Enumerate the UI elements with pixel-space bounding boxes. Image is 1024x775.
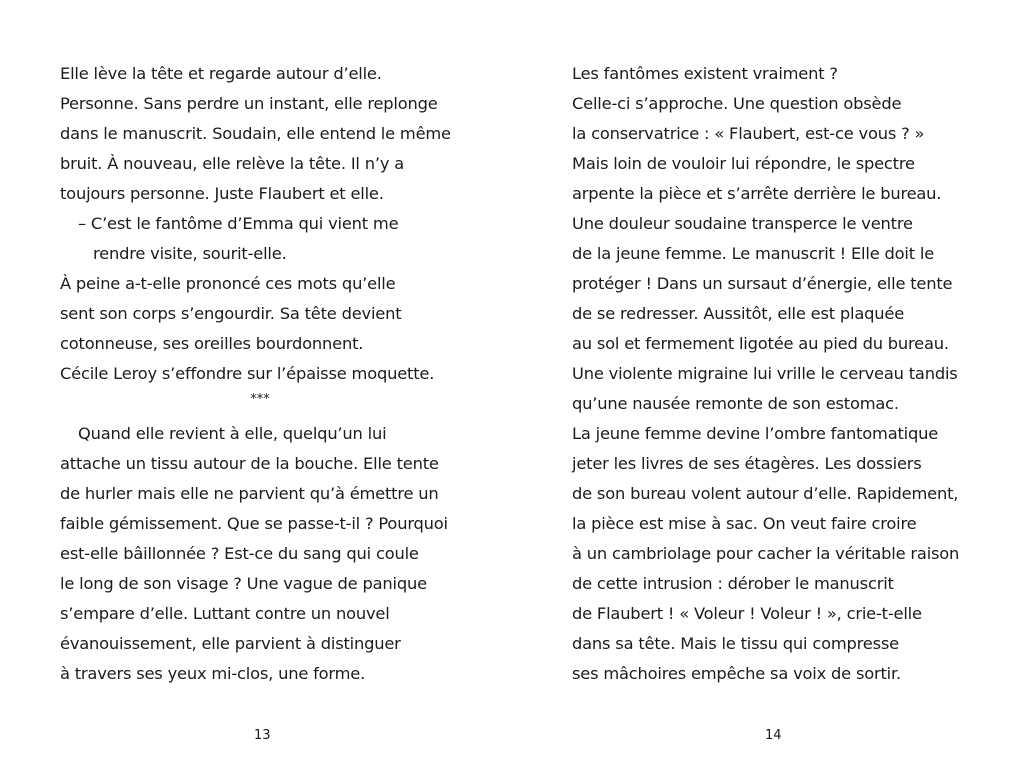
text-line: Personne. Sans perdre un instant, elle replonge: [60, 94, 438, 113]
text-line: à travers ses yeux mi-clos, une forme.: [60, 664, 366, 683]
text-line: Quand elle revient à elle, quelqu’un lui: [78, 424, 387, 443]
left-page: [60, 59, 460, 689]
section-separator: ***: [250, 392, 270, 407]
text-line: Celle-ci s’approche. Une question obsède: [572, 94, 902, 113]
text-line: s’empare d’elle. Luttant contre un nouvel: [60, 604, 390, 623]
text-line: de la jeune femme. Le manuscrit ! Elle doit le: [572, 244, 935, 263]
text-line: La jeune femme devine l’ombre fantomatique: [572, 424, 939, 443]
page-number-left: 13: [254, 728, 271, 743]
text-line: de se redresser. Aussitôt, elle est plaquée: [572, 304, 905, 323]
text-line: ses mâchoires empêche sa voix de sortir.: [572, 664, 901, 683]
text-line: Elle lève la tête et regarde autour d’elle.: [60, 64, 382, 83]
text-line: toujours personne. Juste Flaubert et elle.: [60, 184, 384, 203]
text-line: de hurler mais elle ne parvient qu’à émettre un: [60, 484, 439, 503]
text-line: arpente la pièce et s’arrête derrière le bureau.: [572, 184, 942, 203]
text-line: la conservatrice : « Flaubert, est-ce vous ? »: [572, 124, 925, 143]
text-line: Une douleur soudaine transperce le ventre: [572, 214, 913, 233]
text-line: qu’une nausée remonte de son estomac.: [572, 394, 899, 413]
dialog-line: – C’est le fantôme d’Emma qui vient me: [78, 214, 399, 233]
dialog-line: rendre visite, sourit-elle.: [93, 244, 287, 263]
text-line: dans sa tête. Mais le tissu qui compresse: [572, 634, 899, 653]
text-line: faible gémissement. Que se passe-t-il ? Pourquoi: [60, 514, 448, 533]
text-line: Cécile Leroy s’effondre sur l’épaisse moquette.: [60, 364, 435, 383]
text-line: À peine a-t-elle prononcé ces mots qu’elle: [60, 274, 396, 293]
right-page: [572, 59, 982, 689]
text-line: bruit. À nouveau, elle relève la tête. Il n’y a: [60, 154, 405, 173]
text-line: la pièce est mise à sac. On veut faire croire: [572, 514, 917, 533]
text-line: de son bureau volent autour d’elle. Rapidement,: [572, 484, 959, 503]
text-line: jeter les livres de ses étagères. Les dossiers: [572, 454, 922, 473]
text-line: Une violente migraine lui vrille le cerveau tandis: [572, 364, 958, 383]
page-number-right: 14: [765, 728, 782, 743]
text-line: au sol et fermement ligotée au pied du bureau.: [572, 334, 949, 353]
text-line: cotonneuse, ses oreilles bourdonnent.: [60, 334, 364, 353]
text-line: Mais loin de vouloir lui répondre, le spectre: [572, 154, 915, 173]
text-line: est-elle bâillonnée ? Est-ce du sang qui coule: [60, 544, 419, 563]
text-line: protéger ! Dans un sursaut d’énergie, elle tente: [572, 274, 953, 293]
text-line: sent son corps s’engourdir. Sa tête devient: [60, 304, 402, 323]
text-line: de Flaubert ! « Voleur ! Voleur ! », crie-t-elle: [572, 604, 922, 623]
text-line: évanouissement, elle parvient à distinguer: [60, 634, 401, 653]
text-line: attache un tissu autour de la bouche. Elle tente: [60, 454, 439, 473]
text-line: Les fantômes existent vraiment ?: [572, 64, 838, 83]
text-line: le long de son visage ? Une vague de panique: [60, 574, 427, 593]
text-line: à un cambriolage pour cacher la véritable raison: [572, 544, 960, 563]
text-line: de cette intrusion : dérober le manuscrit: [572, 574, 894, 593]
text-line: dans le manuscrit. Soudain, elle entend le même: [60, 124, 451, 143]
